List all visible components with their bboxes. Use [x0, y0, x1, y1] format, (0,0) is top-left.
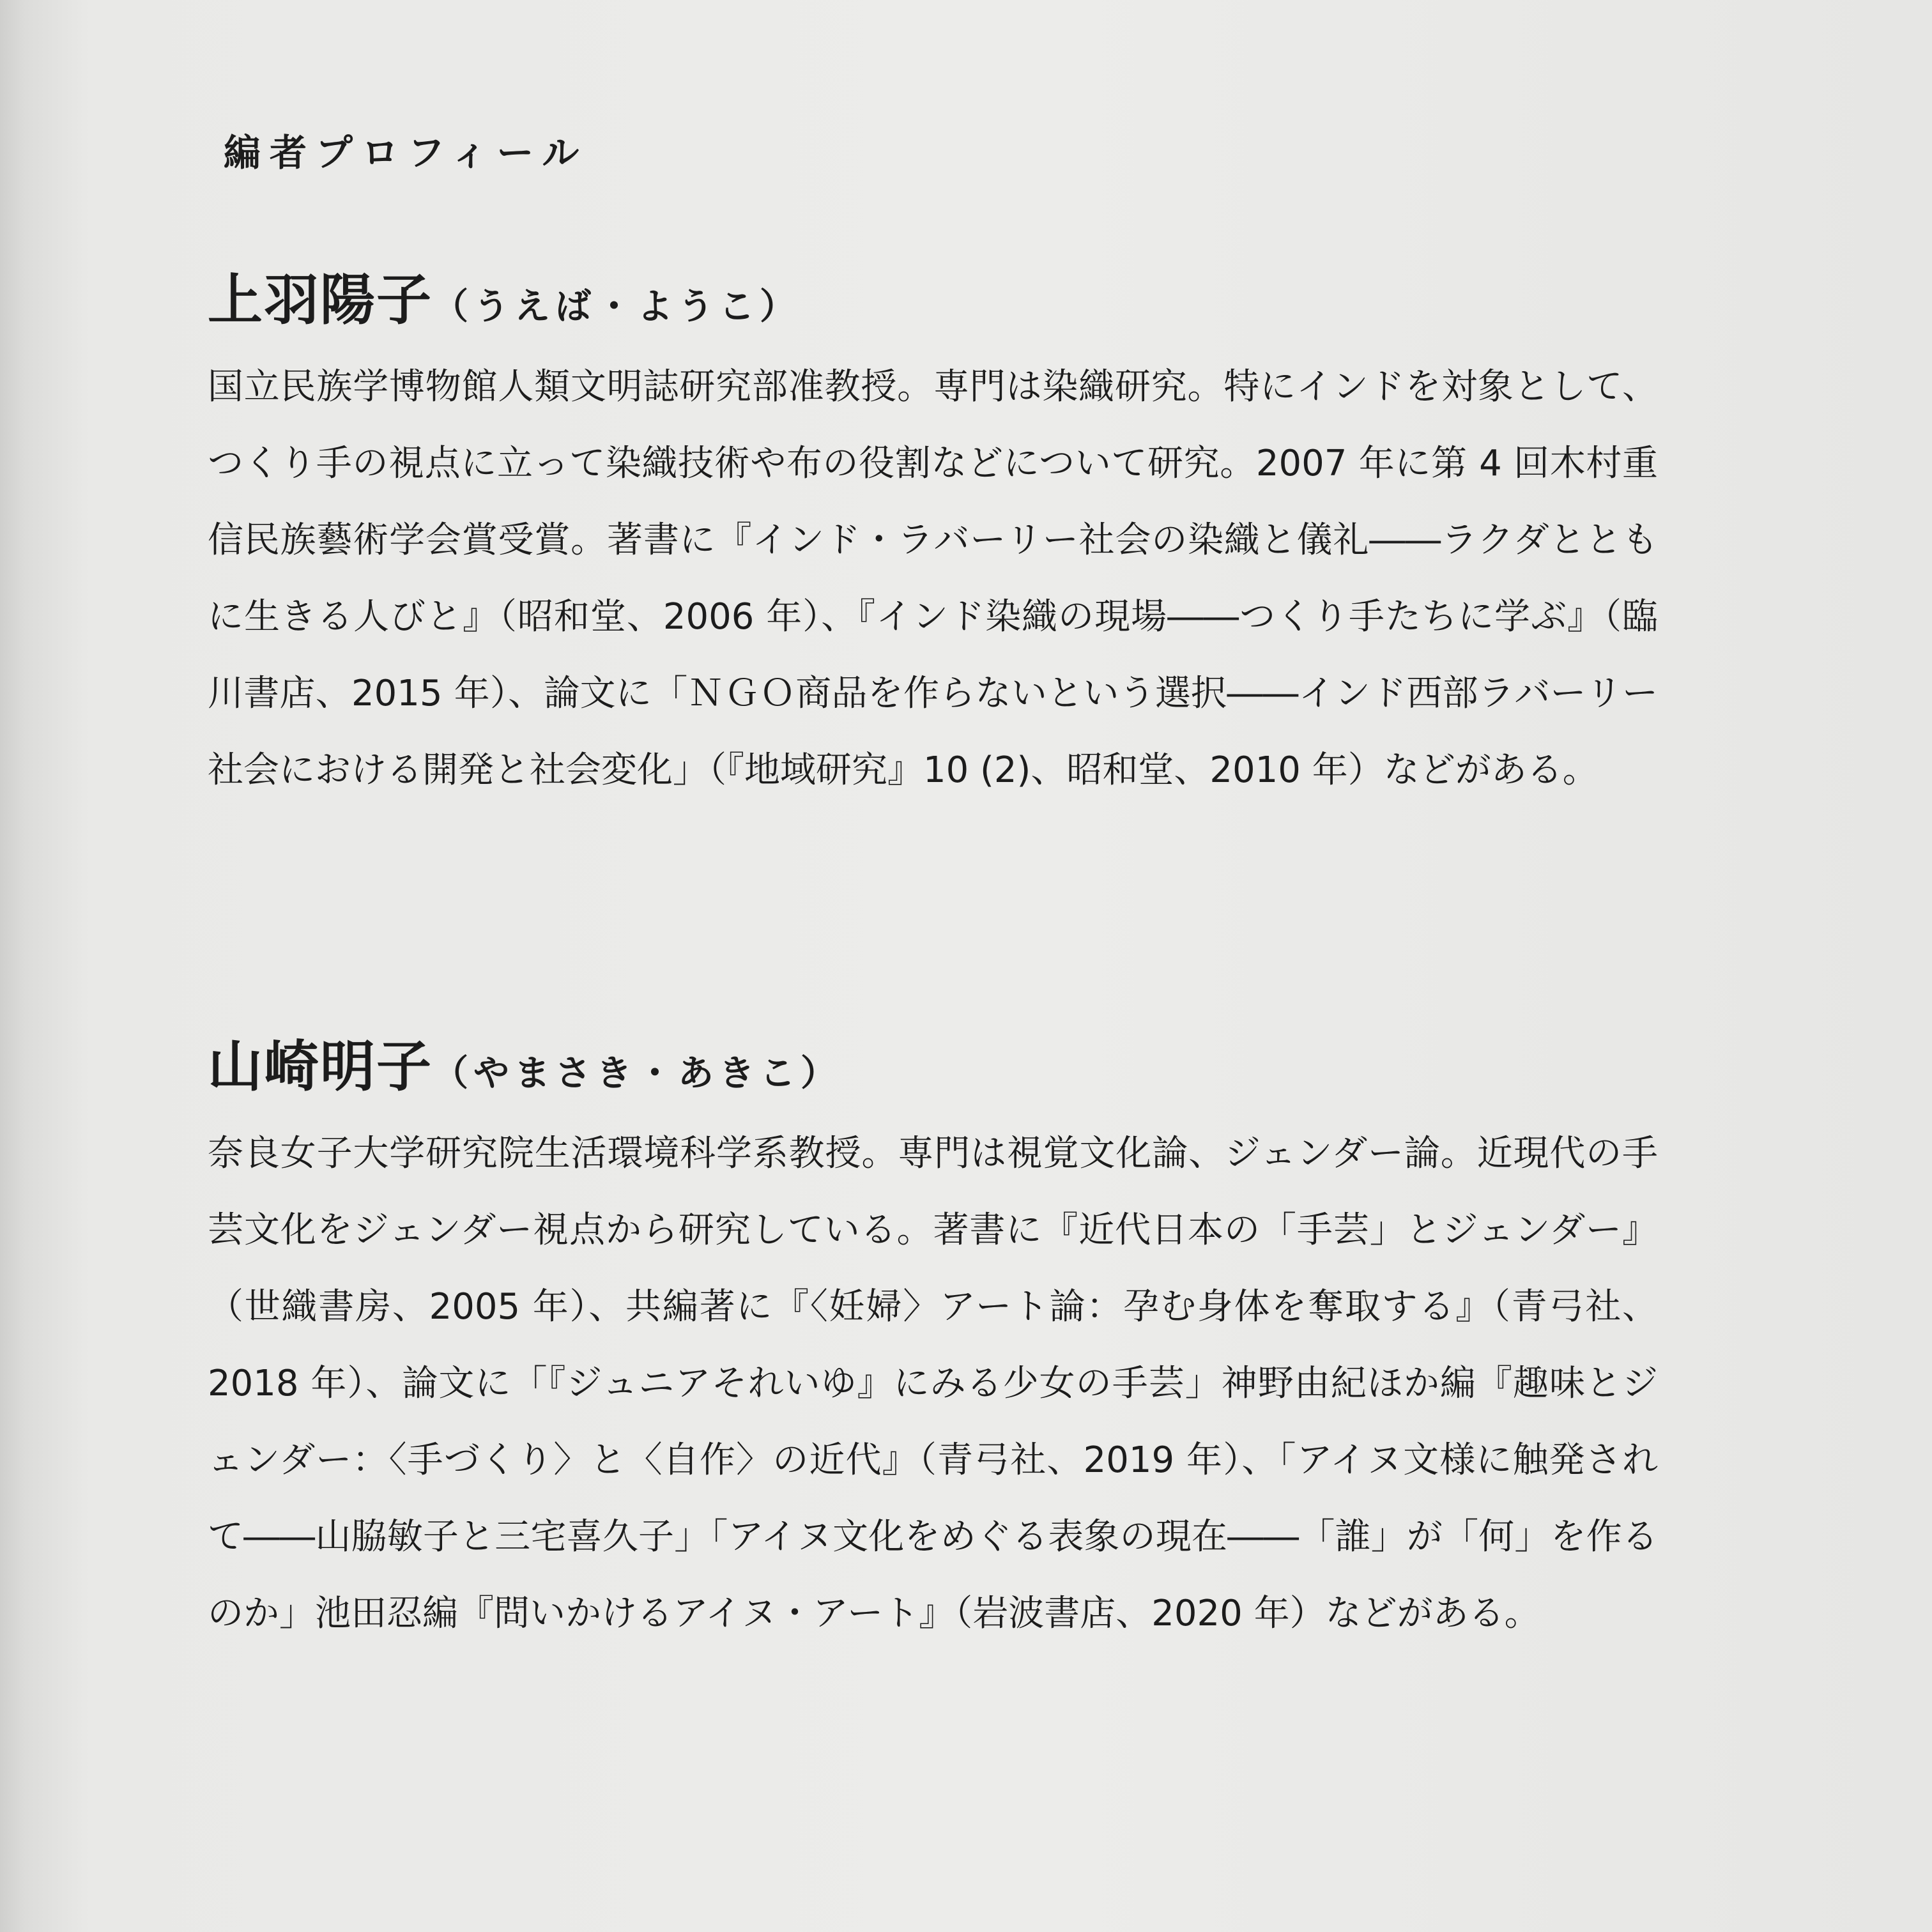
editor-name-reading: （うえば・ようこ） — [433, 286, 801, 328]
editor-name: 上羽陽子 — [208, 268, 433, 332]
editor-name-reading: （やまさき・あきこ） — [433, 1053, 841, 1094]
editor-name: 山崎明子 — [208, 1035, 433, 1099]
editor-biography: 国立民族学博物館人類文明誌研究部准教授。専門は染織研究。特にインドを対象として、つくり手の視点に立って染織技術や布の役割などについて研究。2007 年に第 4 回木村重信民族藝術学会賞受賞。著書に『インド・ラバーリー社会の染織と儀礼――ラクダとともに生きる人びと』（昭和堂、2006 年）、『インド染織の現場――つくり手たちに学ぶ』（臨川書店、2015 年）、論文に「ＮＧＯ商品を作らないという選択――インド西部ラバーリー社会における開発と社会変化」（『地域研究』10 (2)、昭和堂、2010 年）などがある。 — [208, 366, 1658, 791]
editor-name-line — [208, 262, 1658, 339]
editor-profile — [208, 1029, 1658, 1652]
section-heading: 編者プロフィール — [224, 131, 588, 174]
editor-biography: 奈良女子大学研究院生活環境科学系教授。専門は視覚文化論、ジェンダー論。近現代の手芸文化をジェンダー視点から研究している。著書に『近代日本の「手芸」とジェンダー』（世織書房、2005 年）、共編著に『〈妊婦〉アート論：孕む身体を奪取する』（青弓社、2018 年）、論文に「『ジュニアそれいゆ』にみる少女の手芸」神野由紀ほか編『趣味とジェンダー：〈手づくり〉と〈自作〉の近代』（青弓社、2019 年）、「アイヌ文様に触発されて――山脇敏子と三宅喜久子」「アイヌ文化をめぐる表象の現在――「誰」が「何」を作るのか」池田忍編『問いかけるアイヌ・アート』（岩波書店、2020 年）などがある。 — [208, 1133, 1658, 1634]
editor-name-line — [208, 1029, 1658, 1105]
editor-profile — [208, 262, 1658, 809]
